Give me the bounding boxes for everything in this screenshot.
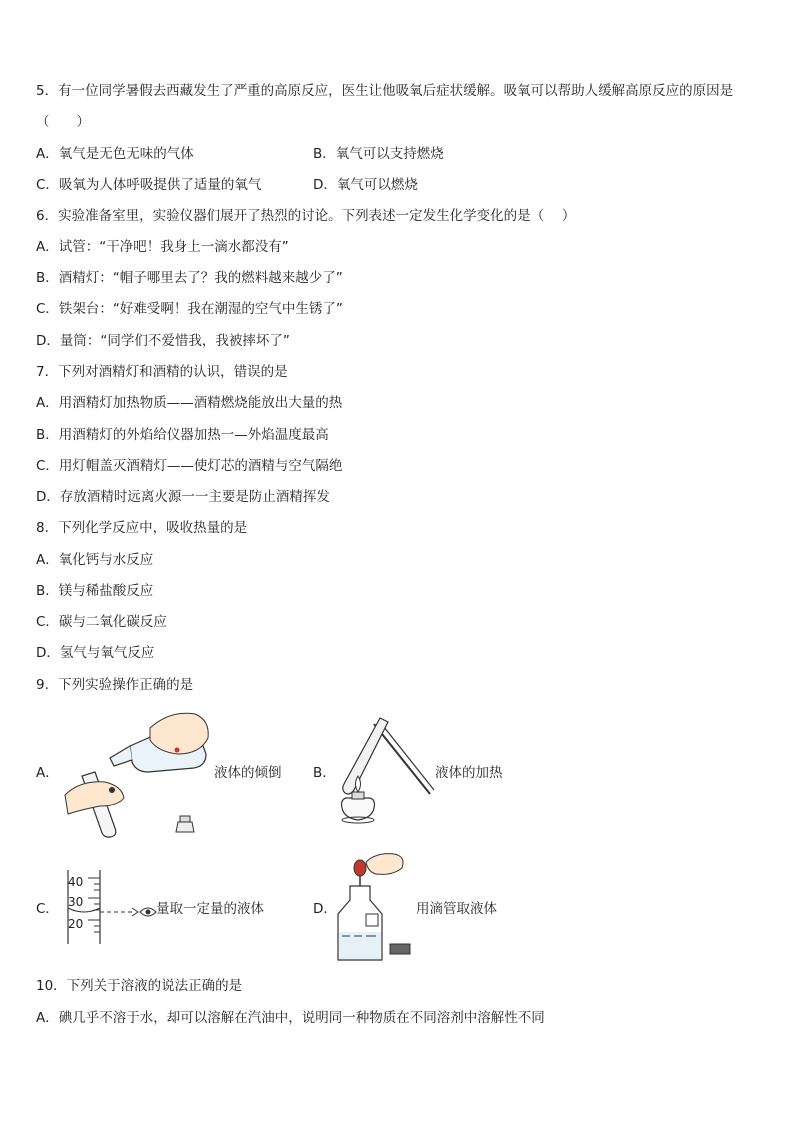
q8-stem: 8．下列化学反应中，吸收热量的是: [36, 520, 248, 536]
q6-option-b: B．酒精灯：“帽子哪里去了？我的燃料越来越少了”: [36, 270, 343, 286]
q7-option-b: B．用酒精灯的外焰给仪器加热一—外焰温度最高: [36, 427, 329, 443]
q7-option-c: C．用灯帽盖灭酒精灯——使灯芯的酒精与空气隔绝: [36, 458, 343, 474]
q10-option-a: A．碘几乎不溶于水，却可以溶解在汽油中，说明同一种物质在不同溶剂中溶解性不同: [36, 1010, 545, 1026]
q6-option-d: D．量筒：“同学们不爱惜我，我被摔坏了”: [36, 333, 290, 349]
q9-figure-a-caption: 液体的倾倒: [214, 765, 282, 781]
q10-stem: 10．下列关于溶液的说法正确的是: [36, 978, 243, 994]
pouring-liquid-illustration: [60, 710, 210, 838]
q9-figure-c-letter: C．: [36, 901, 59, 917]
q9-figure-a-letter: A．: [36, 765, 59, 781]
cylinder-tick-30: 30: [68, 895, 84, 909]
dropper-bottle-illustration: [336, 852, 416, 964]
cylinder-tick-40: 40: [68, 875, 84, 889]
q5-paren: （ ）: [36, 114, 90, 130]
q5-option-a: A．氧气是无色无味的气体: [36, 146, 194, 162]
q8-option-b: B．镁与稀盐酸反应: [36, 583, 154, 599]
q6-option-c: C．铁架台：“好难受啊！我在潮湿的空气中生锈了”: [36, 301, 343, 317]
q7-option-a: A．用酒精灯加热物质——酒精燃烧能放出大量的热: [36, 395, 343, 411]
q5-option-b: B．氧气可以支持燃烧: [313, 146, 444, 162]
q5-stem: 5．有一位同学暑假去西藏发生了严重的高原反应，医生让他吸氧后症状缓解。吸氧可以帮助人缓解高原反应的原因是: [36, 83, 734, 99]
q8-option-d: D．氢气与氧气反应: [36, 645, 155, 661]
q9-stem: 9．下列实验操作正确的是: [36, 677, 194, 693]
q9-figure-d-letter: D．: [313, 901, 337, 917]
q9-figure-c-caption: 量取一定量的液体: [156, 901, 264, 917]
q7-stem: 7．下列对酒精灯和酒精的认识，错误的是: [36, 364, 288, 380]
q5-option-d: D．氧气可以燃烧: [313, 177, 418, 193]
q9-figure-b-letter: B．: [313, 765, 336, 781]
q8-option-c: C．碳与二氧化碳反应: [36, 614, 167, 630]
q5-option-c: C．吸氧为人体呼吸提供了适量的氧气: [36, 177, 262, 193]
q6-option-a: A．试管：“干净吧！我身上一滴水都没有”: [36, 239, 289, 255]
q9-figure-b-caption: 液体的加热: [435, 765, 503, 781]
q6-stem: 6．实验准备室里，实验仪器们展开了热烈的讨论。下列表述一定发生化学变化的是（ ）: [36, 208, 576, 224]
heating-liquid-illustration: [336, 712, 436, 826]
cylinder-tick-20: 20: [68, 917, 84, 931]
q9-figure-d-caption: 用滴管取液体: [416, 901, 497, 917]
q8-option-a: A．氧化钙与水反应: [36, 552, 154, 568]
q7-option-d: D．存放酒精时远离火源一一主要是防止酒精挥发: [36, 489, 330, 505]
